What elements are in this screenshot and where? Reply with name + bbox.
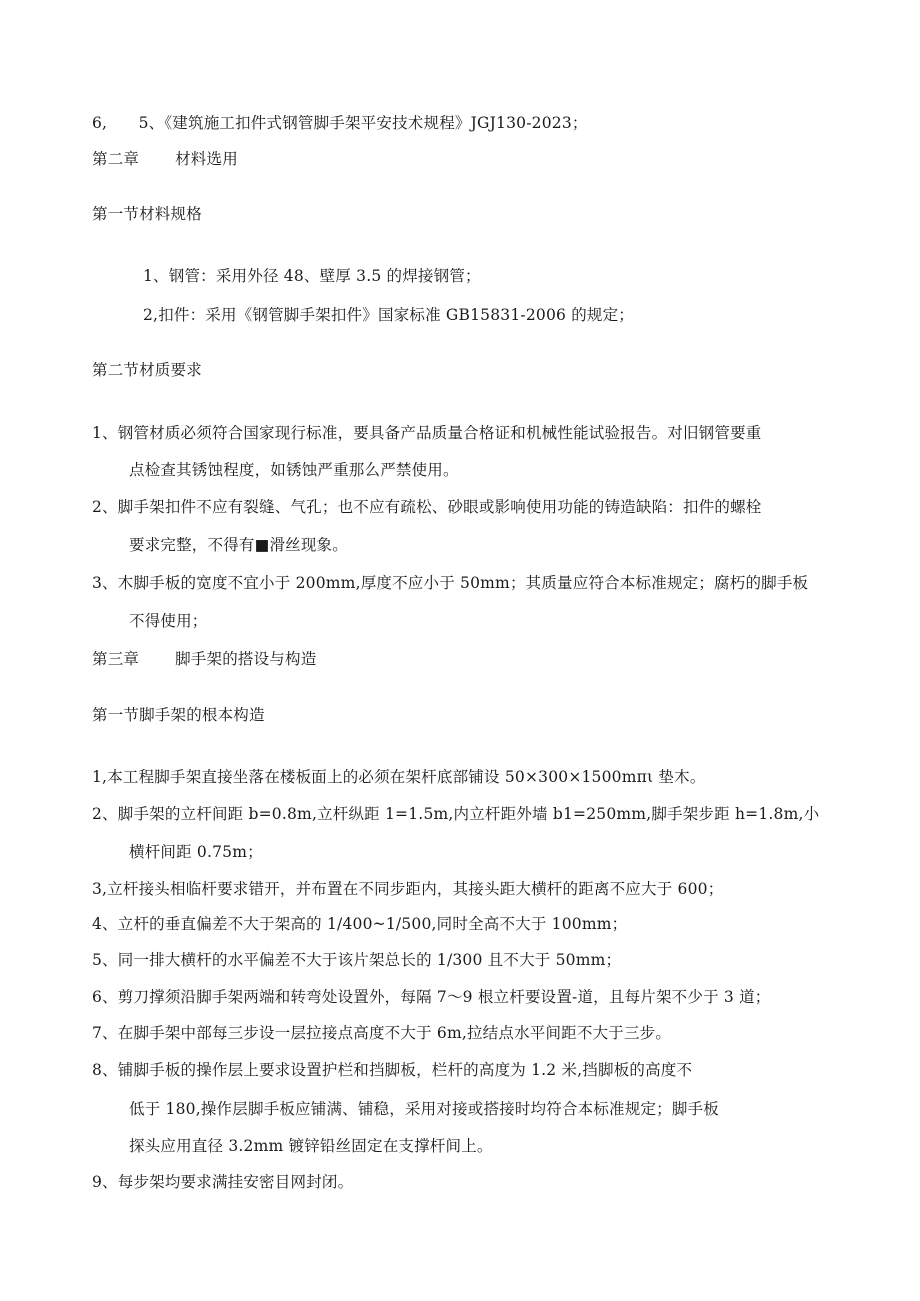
list-item: 1,本工程脚手架直接坐落在楼板面上的必须在架杆底部铺设 50×300×1500mπι 垫木。 (92, 768, 706, 786)
chapter-heading (92, 149, 238, 169)
list-item: 1、钢管材质必须符合国家现行标准，要具备产品质量合格证和机械性能试验报告。对旧钢管要重 (92, 424, 762, 442)
list-item-continuation: 探头应用直径 3.2mm 镀锌铅丝固定在支撑杆间上。 (129, 1137, 493, 1155)
list-item: 2、脚手架扣件不应有裂缝、气孔；也不应有疏松、砂眼或影响使用功能的铸造缺陷：扣件的螺栓 (92, 498, 762, 516)
list-item: 1、钢管：采用外径 48、壁厚 3.5 的焊接钢管； (143, 267, 481, 285)
list-item: 2、脚手架的立杆间距 b=0.8m,立杆纵距 1=1.5m,内立杆距外墙 b1=250mm,脚手架步距 h=1.8m,小 (92, 805, 820, 823)
chapter-heading (92, 649, 316, 669)
chapter-number: 第二章 (92, 150, 140, 168)
list-item: 3,立杆接头相临杆要求错开，并布置在不同步距内，其接头距大横杆的距离不应大于 600； (92, 880, 724, 898)
list-item: 8、铺脚手板的操作层上要求设置护栏和挡脚板，栏杆的高度为 1.2 米,挡脚板的高度不 (92, 1061, 693, 1079)
list-item: 5、同一排大横杆的水平偏差不大于该片架总长的 1/300 且不大于 50mm； (92, 951, 622, 969)
list-item-continuation: 不得使用； (129, 612, 208, 630)
list-item: 2,扣件：采用《钢管脚手架扣件》国家标准 GB15831-2006 的规定； (143, 306, 635, 324)
reference-item: 6, 5、《建筑施工扣件式钢管脚手架平安技术规程》JGJ130-2023； (92, 114, 588, 132)
list-item: 9、每步架均要求满挂安密目网封闭。 (92, 1173, 354, 1191)
section-heading: 第一节材料规格 (92, 205, 202, 223)
chapter-number: 第三章 (92, 650, 140, 668)
list-item-continuation: 低于 180,操作层脚手板应铺满、铺稳，采用对接或搭接时均符合本标准规定；脚手板 (129, 1100, 719, 1118)
list-item: 3、木脚手板的宽度不宜小于 200mm,厚度不应小于 50mm；其质量应符合本标准规定；腐朽的脚手板 (92, 574, 809, 592)
list-item: 6、剪刀撑须沿脚手架两端和转弯处设置外，每隔 7～9 根立杆要设置-道，且每片架不少于 3 道； (92, 988, 771, 1006)
list-item: 4、立杆的垂直偏差不大于架高的 1/400~1/500,同时全高不大于 100mm； (92, 915, 628, 933)
chapter-title: 脚手架的搭设与构造 (175, 650, 317, 668)
list-item: 7、在脚手架中部每三步设一层拉接点高度不大于 6m,拉结点水平间距不大于三步。 (92, 1024, 672, 1042)
chapter-title: 材料选用 (175, 150, 238, 168)
list-item-continuation: 要求完整，不得有■滑丝现象。 (129, 536, 348, 554)
list-item-continuation: 横杆间距 0.75m； (129, 843, 263, 861)
section-heading: 第一节脚手架的根本构造 (92, 706, 265, 724)
list-item-continuation: 点检查其锈蚀程度，如锈蚀严重那么严禁使用。 (129, 461, 459, 479)
section-heading: 第二节材质要求 (92, 361, 202, 379)
